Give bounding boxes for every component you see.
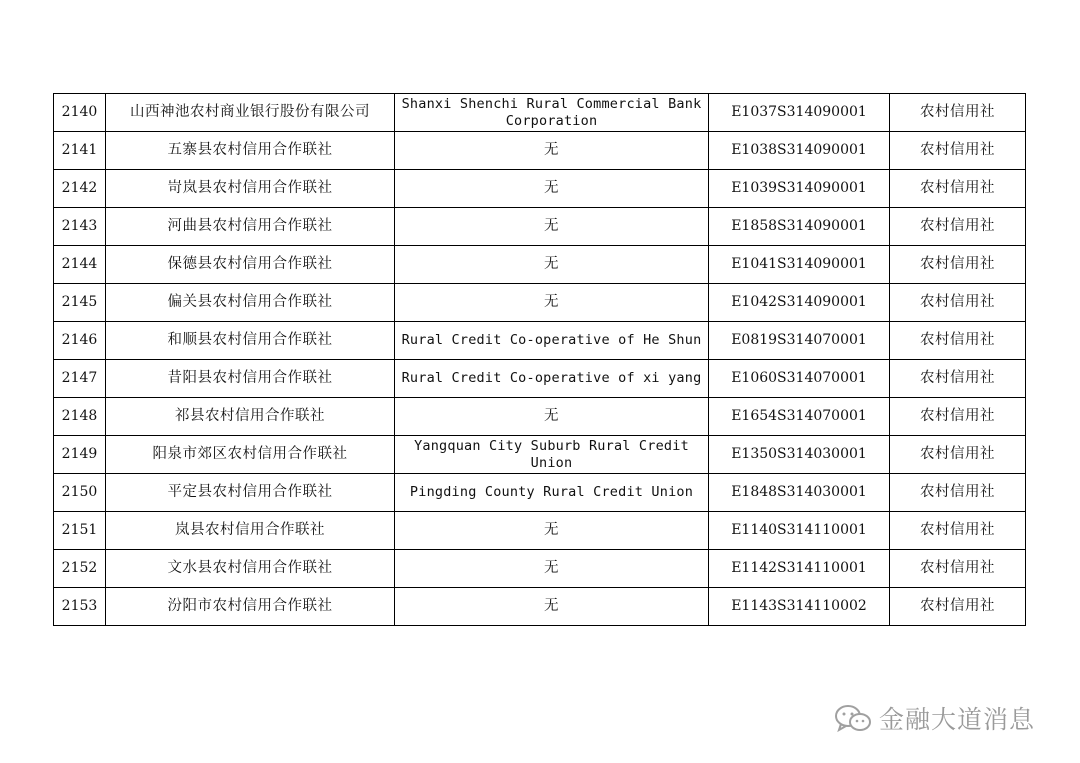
institution-type: 农村信用社 <box>890 284 1026 322</box>
institution-name-en: 无 <box>395 170 709 208</box>
row-number: 2148 <box>54 398 106 436</box>
institution-code: E1143S314110002 <box>709 588 890 626</box>
institution-name-cn: 偏关县农村信用合作联社 <box>106 284 395 322</box>
institution-code: E1038S314090001 <box>709 132 890 170</box>
institution-code: E1858S314090001 <box>709 208 890 246</box>
institution-type: 农村信用社 <box>890 360 1026 398</box>
institution-code: E1039S314090001 <box>709 170 890 208</box>
institution-name-cn: 保德县农村信用合作联社 <box>106 246 395 284</box>
institution-type: 农村信用社 <box>890 170 1026 208</box>
institution-name-en: Shanxi Shenchi Rural Commercial Bank Corporation <box>395 94 709 132</box>
institution-type: 农村信用社 <box>890 436 1026 474</box>
institution-name-en: 无 <box>395 512 709 550</box>
institution-name-en: Pingding County Rural Credit Union <box>395 474 709 512</box>
table-row <box>54 360 1026 398</box>
institution-name-en: 无 <box>395 246 709 284</box>
institution-table <box>53 93 1026 626</box>
table-row <box>54 170 1026 208</box>
institution-name-cn: 和顺县农村信用合作联社 <box>106 322 395 360</box>
row-number: 2144 <box>54 246 106 284</box>
institution-code: E1654S314070001 <box>709 398 890 436</box>
watermark <box>833 700 1035 736</box>
institution-type: 农村信用社 <box>890 512 1026 550</box>
table-row <box>54 512 1026 550</box>
institution-name-cn: 岚县农村信用合作联社 <box>106 512 395 550</box>
institution-name-cn: 五寨县农村信用合作联社 <box>106 132 395 170</box>
row-number: 2150 <box>54 474 106 512</box>
institution-code: E1060S314070001 <box>709 360 890 398</box>
row-number: 2141 <box>54 132 106 170</box>
institution-name-en: 无 <box>395 132 709 170</box>
table-row <box>54 94 1026 132</box>
institution-code: E1042S314090001 <box>709 284 890 322</box>
table-row <box>54 132 1026 170</box>
institution-name-cn: 祁县农村信用合作联社 <box>106 398 395 436</box>
institution-type: 农村信用社 <box>890 132 1026 170</box>
watermark-text: 金融大道消息 <box>879 705 1036 734</box>
institution-code: E1140S314110001 <box>709 512 890 550</box>
institution-name-en: 无 <box>395 284 709 322</box>
table-row <box>54 474 1026 512</box>
institution-name-cn: 河曲县农村信用合作联社 <box>106 208 395 246</box>
institution-name-cn: 昔阳县农村信用合作联社 <box>106 360 395 398</box>
institution-name-en: 无 <box>395 208 709 246</box>
row-number: 2143 <box>54 208 106 246</box>
institution-type: 农村信用社 <box>890 474 1026 512</box>
row-number: 2152 <box>54 550 106 588</box>
table-row <box>54 436 1026 474</box>
table-row <box>54 208 1026 246</box>
institution-name-cn: 岢岚县农村信用合作联社 <box>106 170 395 208</box>
institution-type: 农村信用社 <box>890 588 1026 626</box>
institution-code: E1041S314090001 <box>709 246 890 284</box>
institution-code: E1037S314090001 <box>709 94 890 132</box>
institution-code: E1350S314030001 <box>709 436 890 474</box>
institution-code: E1848S314030001 <box>709 474 890 512</box>
table-row <box>54 398 1026 436</box>
row-number: 2145 <box>54 284 106 322</box>
institution-name-cn: 阳泉市郊区农村信用合作联社 <box>106 436 395 474</box>
institution-name-cn: 山西神池农村商业银行股份有限公司 <box>106 94 395 132</box>
institution-type: 农村信用社 <box>890 94 1026 132</box>
table-row <box>54 322 1026 360</box>
institution-code: E0819S314070001 <box>709 322 890 360</box>
table-body <box>54 94 1026 626</box>
table-row <box>54 284 1026 322</box>
row-number: 2140 <box>54 94 106 132</box>
row-number: 2149 <box>54 436 106 474</box>
institution-type: 农村信用社 <box>890 550 1026 588</box>
institution-name-en: 无 <box>395 398 709 436</box>
table-row <box>54 588 1026 626</box>
row-number: 2142 <box>54 170 106 208</box>
institution-name-en: 无 <box>395 550 709 588</box>
institution-name-en: Yangquan City Suburb Rural Credit Union <box>395 436 709 474</box>
institution-name-en: Rural Credit Co-operative of xi yang <box>395 360 709 398</box>
row-number: 2151 <box>54 512 106 550</box>
wechat-icon <box>833 703 873 733</box>
row-number: 2146 <box>54 322 106 360</box>
institution-name-cn: 平定县农村信用合作联社 <box>106 474 395 512</box>
institution-name-en: Rural Credit Co-operative of He Shun <box>395 322 709 360</box>
institution-name-cn: 文水县农村信用合作联社 <box>106 550 395 588</box>
institution-type: 农村信用社 <box>890 208 1026 246</box>
table-row <box>54 550 1026 588</box>
institution-code: E1142S314110001 <box>709 550 890 588</box>
institution-name-en: 无 <box>395 588 709 626</box>
institution-type: 农村信用社 <box>890 246 1026 284</box>
table-row <box>54 246 1026 284</box>
institution-type: 农村信用社 <box>890 322 1026 360</box>
row-number: 2153 <box>54 588 106 626</box>
institution-name-cn: 汾阳市农村信用合作联社 <box>106 588 395 626</box>
institution-type: 农村信用社 <box>890 398 1026 436</box>
row-number: 2147 <box>54 360 106 398</box>
